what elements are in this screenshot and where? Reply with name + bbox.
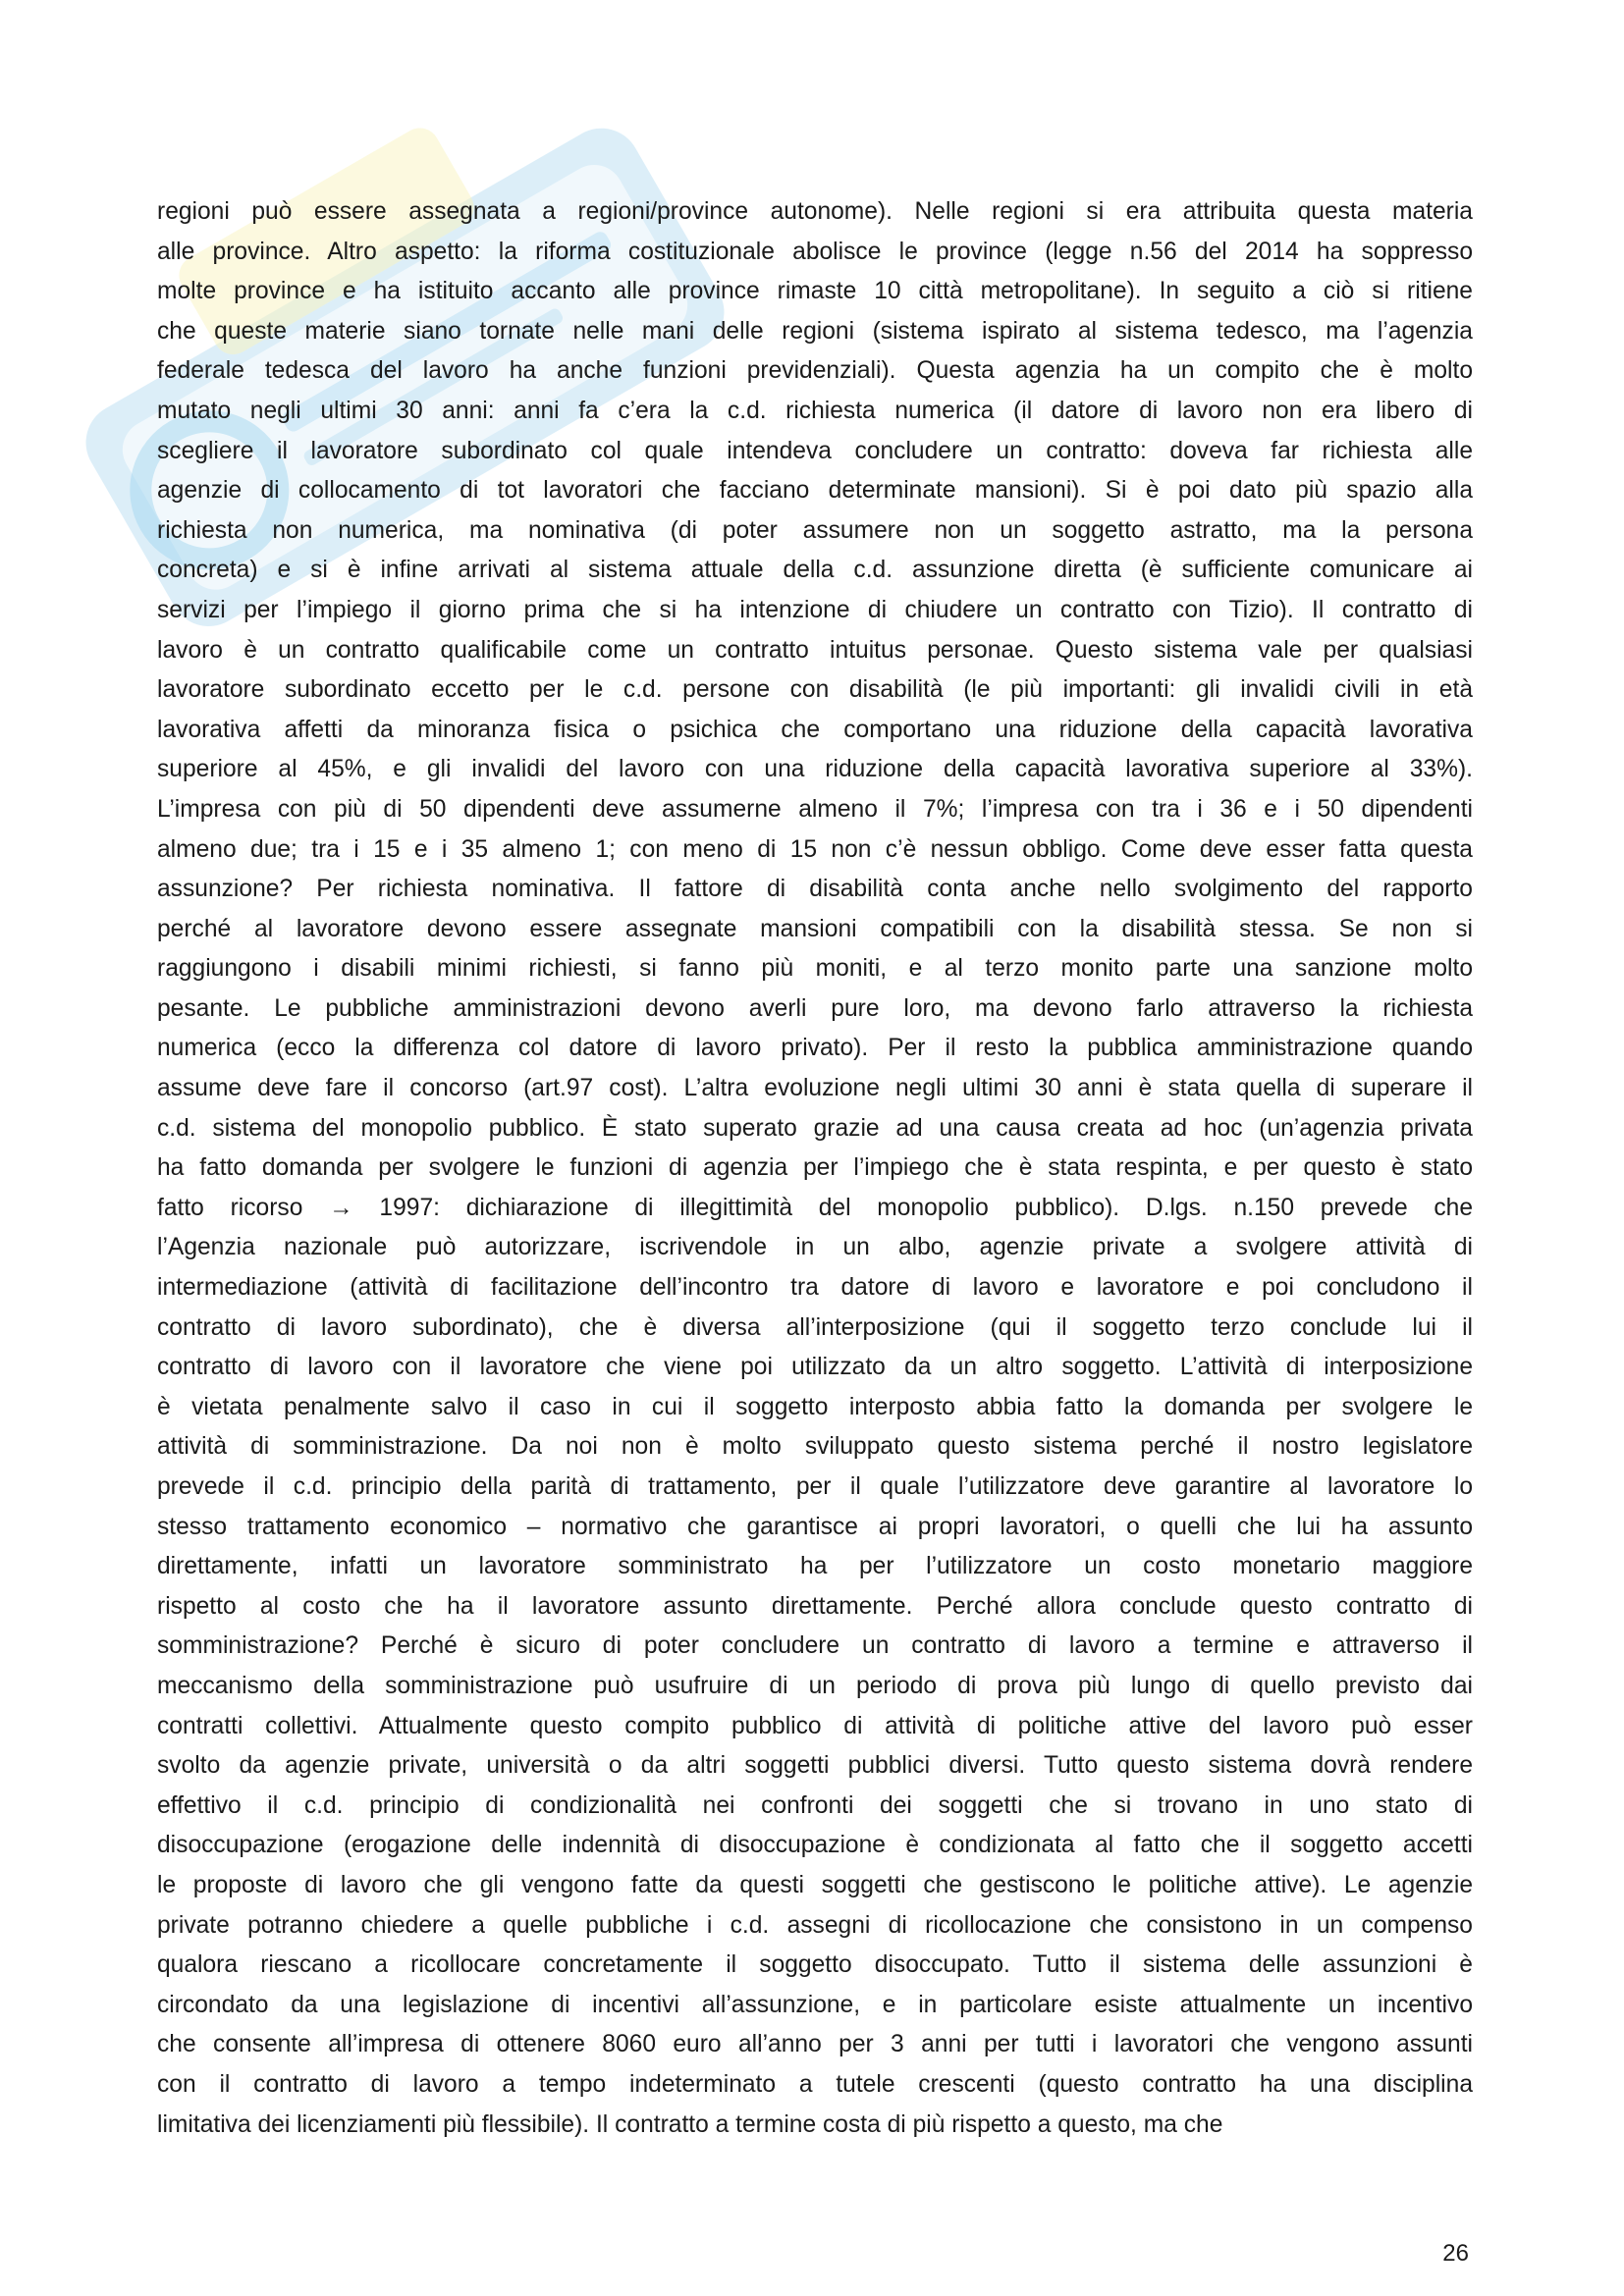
text-line: mutato negli ultimi 30 anni: anni fa c’era la c.d. richiesta numerica (il datore di lavoro non era libero di [157, 397, 1473, 424]
text-line: lavoro è un contratto qualificabile come un contratto intuitus personae. Questo sistema vale per qualsiasi [157, 636, 1473, 664]
text-line: contratti collettivi. Attualmente questo compito pubblico di attività di politiche attive del lavoro può esser [157, 1712, 1473, 1739]
text-line: private potranno chiedere a quelle pubbliche i c.d. assegni di ricollocazione che consistono in un compenso [157, 1911, 1473, 1939]
text-line: assunzione? Per richiesta nominativa. Il fattore di disabilità conta anche nello svolgimento del rapporto [157, 876, 1473, 903]
text-line: fatto ricorso → 1997: dichiarazione di illegittimità del monopolio pubblico). D.lgs. n.150 prevede che [157, 1194, 1473, 1221]
text-line: meccanismo della somministrazione può usufruire di un periodo di prova più lungo di quello previsto dai [157, 1672, 1473, 1699]
text-line: richiesta non numerica, ma nominativa (di poter assumere non un soggetto astratto, ma la persona [157, 516, 1473, 544]
text-line: limitativa dei licenziamenti più flessibile). Il contratto a termine costa di più rispetto a questo, ma che [157, 2110, 1223, 2138]
text-line: numerica (ecco la differenza col datore di lavoro privato). Per il resto la pubblica amministrazione quando [157, 1035, 1473, 1062]
text-line: che queste materie siano tornate nelle mani delle regioni (sistema ispirato al sistema tedesco, ma l’agenzia [157, 317, 1473, 345]
text-line: superiore al 45%, e gli invalidi del lavoro con una riduzione della capacità lavorativa superiore al 33%). [157, 756, 1473, 783]
text-line: è vietata penalmente salvo il caso in cui il soggetto interposto abbia fatto la domanda per svolgere le [157, 1393, 1473, 1420]
text-line: che consente all’impresa di ottenere 8060 euro all’anno per 3 anni per tutti i lavoratori che vengono assunti [157, 2031, 1473, 2058]
text-line: somministrazione? Perché è sicuro di poter concludere un contratto di lavoro a termine e attraverso il [157, 1632, 1473, 1660]
text-line: concreta) e si è infine arrivati al sistema attuale della c.d. assunzione diretta (è sufficiente comunicare ai [157, 557, 1473, 584]
text-line: prevede il c.d. principio della parità di trattamento, per il quale l’utilizzatore deve garantire al lavoratore lo [157, 1473, 1473, 1500]
text-line: ha fatto domanda per svolgere le funzioni di agenzia per l’impiego che è stata respinta, e per questo è stato [157, 1154, 1473, 1182]
text-line: disoccupazione (erogazione delle indennità di disoccupazione è condizionata al fatto che il soggetto accetti [157, 1832, 1473, 1859]
text-line: attività di somministrazione. Da noi non è molto sviluppato questo sistema perché il nostro legislatore [157, 1433, 1473, 1461]
text-line: intermediazione (attività di facilitazione dell’incontro tra datore di lavoro e lavoratore e poi concludono il [157, 1274, 1473, 1302]
text-line: raggiungono i disabili minimi richiesti, si fanno più moniti, e al terzo monito parte una sanzione molto [157, 955, 1473, 983]
page-number: 26 [1442, 2240, 1469, 2267]
text-line: federale tedesca del lavoro ha anche funzioni previdenziali). Questa agenzia ha un compito che è molto [157, 357, 1473, 385]
text-line: stesso trattamento economico – normativo che garantisce ai propri lavoratori, o quelli che lui ha assunto [157, 1513, 1473, 1540]
text-line: contratto di lavoro con il lavoratore che viene poi utilizzato da un altro soggetto. L’attività di interposizione [157, 1354, 1473, 1381]
text-line: con il contratto di lavoro a tempo indeterminato a tutele crescenti (questo contratto ha una disciplina [157, 2070, 1473, 2098]
text-line: L’impresa con più di 50 dipendenti deve assumerne almeno il 7%; l’impresa con tra i 36 e i 50 dipendenti [157, 795, 1473, 823]
text-line: assume deve fare il concorso (art.97 cost). L’altra evoluzione negli ultimi 30 anni è stata quella di superare il [157, 1075, 1473, 1102]
text-line: regioni può essere assegnata a regioni/province autonome). Nelle regioni si era attribuita questa materia [157, 198, 1473, 225]
text-line: lavoratore subordinato eccetto per le c.d. persone con disabilità (le più importanti: gli invalidi civili in età [157, 676, 1473, 704]
body-text [157, 192, 1473, 2145]
text-line: c.d. sistema del monopolio pubblico. È stato superato grazie ad una causa creata ad hoc (un’agenzia privata [157, 1114, 1473, 1142]
text-line: lavorativa affetti da minoranza fisica o psichica che comportano una riduzione della capacità lavorativa [157, 716, 1473, 743]
text-line: scegliere il lavoratore subordinato col quale intendeva concludere un contratto: doveva far richiesta alle [157, 437, 1473, 464]
text-line: almeno due; tra i 15 e i 35 almeno 1; con meno di 15 non c’è nessun obbligo. Come deve esser fatta questa [157, 835, 1473, 863]
text-line: qualora riescano a ricollocare concretamente il soggetto disoccupato. Tutto il sistema delle assunzioni è [157, 1951, 1473, 1979]
text-line: rispetto al costo che ha il lavoratore assunto direttamente. Perché allora conclude questo contratto di [157, 1592, 1473, 1620]
text-line: alle province. Altro aspetto: la riforma costituzionale abolisce le province (legge n.56 del 2014 ha soppresso [157, 238, 1473, 265]
text-line: contratto di lavoro subordinato), che è diversa all’interposizione (qui il soggetto terzo conclude lui il [157, 1313, 1473, 1341]
text-line: direttamente, infatti un lavoratore somministrato ha per l’utilizzatore un costo monetario maggiore [157, 1553, 1473, 1580]
text-line: effettivo il c.d. principio di condizionalità nei confronti dei soggetti che si trovano in uno stato di [157, 1791, 1473, 1819]
text-line: molte province e ha istituito accanto alle province rimaste 10 città metropolitane). In seguito a ciò si ritiene [157, 278, 1473, 305]
text-line: perché al lavoratore devono essere assegnate mansioni compatibili con la disabilità stessa. Se non si [157, 915, 1473, 942]
text-line: pesante. Le pubbliche amministrazioni devono averli pure loro, ma devono farlo attraverso la richiesta [157, 994, 1473, 1022]
text-line: agenzie di collocamento di tot lavoratori che facciano determinate mansioni). Si è poi dato più spazio alla [157, 477, 1473, 505]
text-line: l’Agenzia nazionale può autorizzare, iscrivendole in un albo, agenzie private a svolgere attività di [157, 1234, 1473, 1261]
text-line: svolto da agenzie private, università o da altri soggetti pubblici diversi. Tutto questo sistema dovrà rendere [157, 1752, 1473, 1780]
text-line: circondato da una legislazione di incentivi all’assunzione, e in particolare esiste attualmente un incentivo [157, 1991, 1473, 2018]
text-line: le proposte di lavoro che gli vengono fatte da questi soggetti che gestiscono le politiche attive). Le agenzie [157, 1871, 1473, 1898]
text-line: servizi per l’impiego il giorno prima che si ha intenzione di chiudere un contratto con Tizio). Il contratto di [157, 596, 1473, 623]
